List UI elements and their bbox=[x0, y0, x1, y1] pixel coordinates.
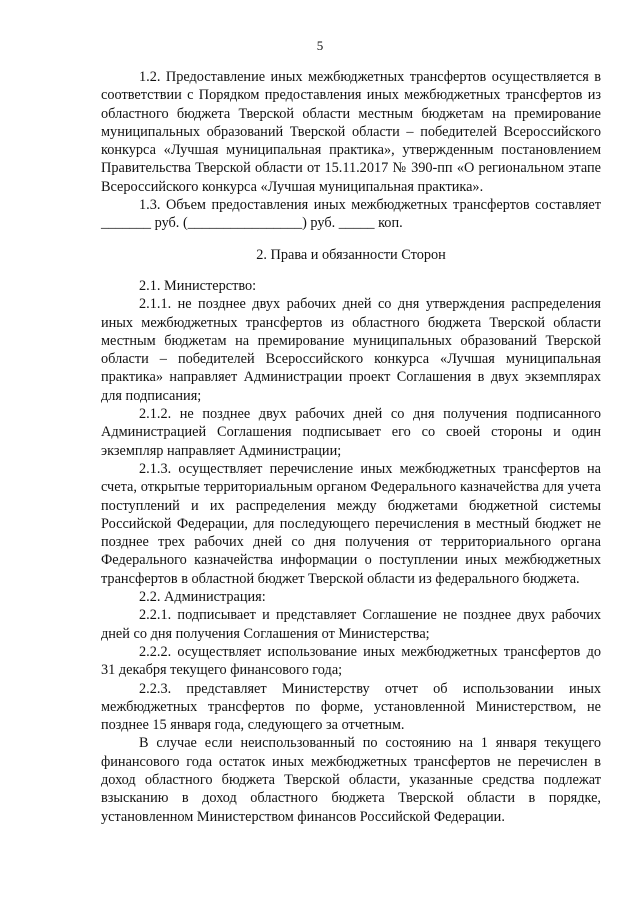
paragraph-1-2: 1.2. Предоставление иных межбюджетных трансфертов осуществляется в соответствии с Порядком предоставления иных межбюджетных трансфертов из областного бюджета Тверской области местным бюджетам на премирование муниципальных образований Тверской области – победителей Всероссийского конкурса «Лучшая муниципальная практика», утвержденным постановлением Правительства Тверской области от 15.11.2017 № 390-пп «О региональном этапе Всероссийского конкурса «Лучшая муниципальная практика». bbox=[101, 69, 601, 195]
paragraph-2-1-3: 2.1.3. осуществляет перечисление иных межбюджетных трансфертов на счета, открытые территориальным органом Федерального казначейства для учета поступлений и их распределения между бюджетами бюджетной системы Российской Федерации, для последующего перечисления в местный бюджет не позднее трех рабочих дней со дня получения от территориального органа Федерального казначейства информации о поступлении иных межбюджетных трансфертов в областной бюджет Тверской области из федерального бюджета. bbox=[101, 460, 601, 587]
paragraph-2-1-2: 2.1.2. не позднее двух рабочих дней со дня получения подписанного Администрацией Соглашения подписывает его со своей стороны и один экземпляр направляет Администрации; bbox=[101, 406, 601, 459]
paragraph-unused-funds: В случае если неиспользованный по состоянию на 1 января текущего финансового года остаток иных межбюджетных трансфертов не перечислен в доход областного бюджета Тверской области, указанные средства подлежат взысканию в доход областного бюджета Тверской области в порядке, установленном Министерством финансов Российской Федерации. bbox=[101, 735, 601, 825]
paragraph-2-1: 2.1. Министерство: bbox=[139, 277, 257, 294]
section-heading-rights-obligations: 2. Права и обязанности Сторон bbox=[256, 246, 446, 263]
paragraph-2-1-1: 2.1.1. не позднее двух рабочих дней со дня утверждения распределения иных межбюджетных трансфертов из областного бюджета Тверской области местным бюджетам на премирование муниципальных образований Тверской области – победителей Всероссийского конкурса «Лучшая муниципальная практика» направляет Администрации проект Соглашения в двух экземплярах для подписания; bbox=[101, 296, 601, 404]
paragraph-2-2: 2.2. Администрация: bbox=[139, 589, 266, 606]
paragraph-1-3: 1.3. Объем предоставления иных межбюджетных трансфертов составляет _______ руб. (________________) руб. _____ коп. bbox=[101, 197, 601, 232]
paragraph-2-2-3: 2.2.3. представляет Министерству отчет об использовании иных межбюджетных трансфертов по форме, установленной Министерством, не позднее 15 января года, следующего за отчетным. bbox=[101, 680, 601, 734]
paragraph-2-2-2: 2.2.2. осуществляет использование иных межбюджетных трансфертов до 31 декабря текущего финансового года; bbox=[101, 643, 601, 679]
paragraph-2-2-1: 2.2.1. подписывает и представляет Соглашение не позднее двух рабочих дней со дня получения Соглашения от Министерства; bbox=[101, 607, 601, 642]
page-number: 5 bbox=[316, 38, 324, 53]
document-body bbox=[101, 68, 601, 826]
